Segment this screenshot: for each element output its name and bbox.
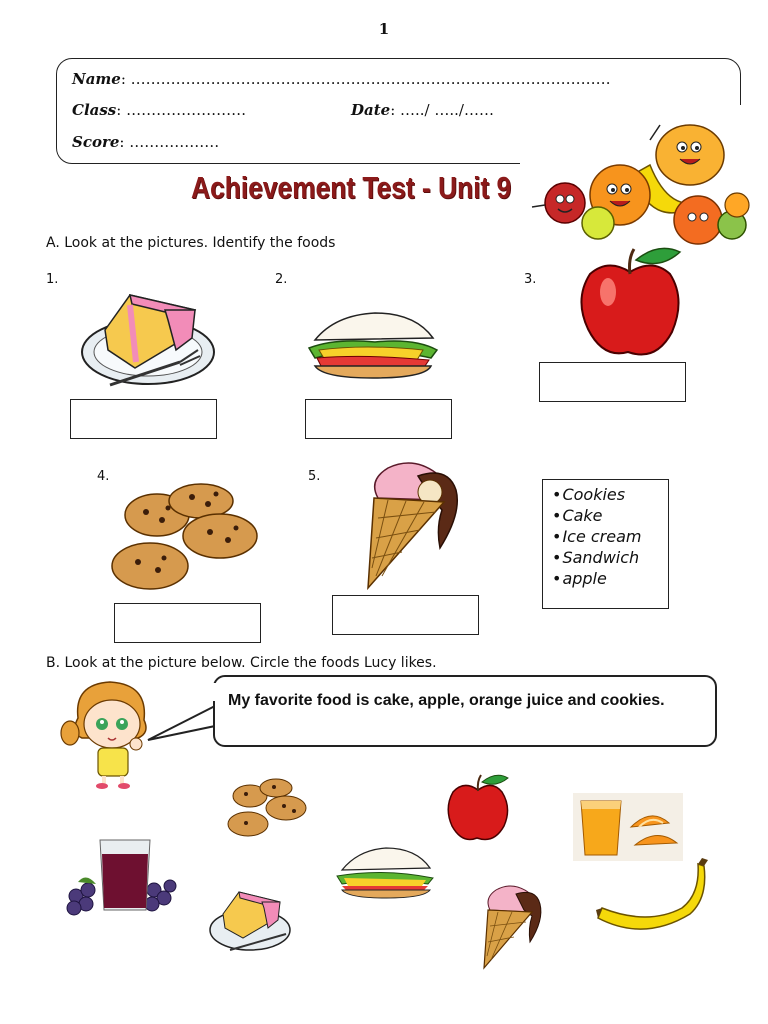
- score-label: Score: [72, 133, 120, 151]
- speech-bubble: [213, 675, 717, 747]
- answer-box-5[interactable]: [332, 595, 479, 635]
- score-line: : ………………: [119, 133, 220, 151]
- apple-small-image: [446, 772, 510, 844]
- item-number-3: 3.: [524, 272, 537, 287]
- answer-box-3[interactable]: [539, 362, 686, 402]
- apple-image: [578, 244, 683, 362]
- speech-text: My favorite food is cake, apple, orange juice and cookies.: [228, 692, 665, 709]
- item-number-1: 1.: [46, 272, 59, 287]
- ice-cream-image: [358, 458, 462, 590]
- class-line: : ……………………: [116, 101, 247, 119]
- fruit-characters-image: [520, 105, 765, 250]
- word-bank-item: • Cookies: [552, 484, 668, 505]
- word-bank-item: • Cake: [552, 505, 668, 526]
- item-number-4: 4.: [97, 469, 110, 484]
- item-number-5: 5.: [308, 469, 321, 484]
- word-bank-item: • apple: [552, 568, 668, 589]
- answer-box-4[interactable]: [114, 603, 261, 643]
- cake-small-image: [208, 888, 294, 956]
- item-number-2: 2.: [275, 272, 288, 287]
- class-field[interactable]: [72, 101, 246, 119]
- sandwich-small-image: [334, 846, 436, 900]
- answer-box-1[interactable]: [70, 399, 217, 439]
- ice-cream-small-image: [478, 882, 542, 970]
- cookies-image: [110, 482, 262, 592]
- orange-juice-image: [573, 793, 683, 861]
- name-line: : ……………………………………………………………………………………: [120, 70, 611, 88]
- speech-bubble-tail: [140, 700, 220, 750]
- grape-juice-image: [66, 838, 178, 916]
- date-line: : …../ …../……: [390, 101, 494, 119]
- cake-image: [80, 290, 220, 395]
- page-title: Achievement Test - Unit 9: [191, 170, 512, 205]
- date-field[interactable]: [351, 101, 494, 119]
- speech-bubble-join: [205, 681, 219, 703]
- answer-box-2[interactable]: [305, 399, 452, 439]
- date-label: Date: [351, 101, 391, 119]
- class-label: Class: [72, 101, 117, 119]
- name-label: Name: [72, 70, 121, 88]
- sandwich-image: [305, 310, 440, 382]
- banana-image: [594, 858, 716, 944]
- name-field[interactable]: [72, 70, 611, 88]
- page-number: 1: [378, 20, 390, 38]
- section-b-instruction: B. Look at the picture below. Circle the foods Lucy likes.: [46, 655, 437, 671]
- word-bank-item: • Sandwich: [552, 547, 668, 568]
- score-field[interactable]: [72, 133, 219, 151]
- word-bank-item: • Ice cream: [552, 526, 668, 547]
- word-bank: [542, 479, 669, 609]
- cookies-small-image: [226, 778, 308, 840]
- section-a-instruction: A. Look at the pictures. Identify the foods: [46, 235, 336, 251]
